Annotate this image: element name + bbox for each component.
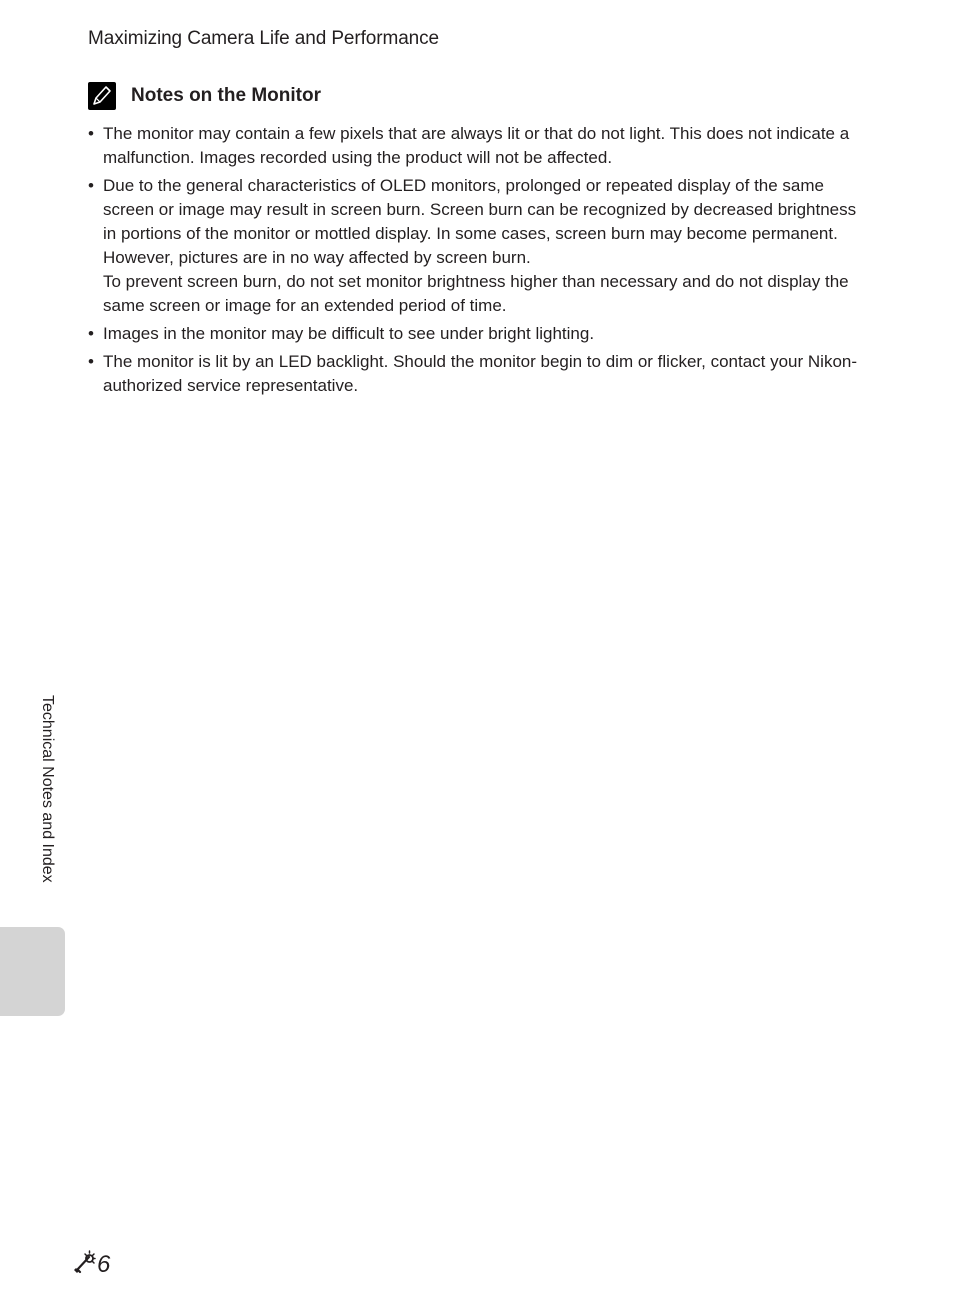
list-item <box>88 174 868 318</box>
notes-list <box>88 122 868 402</box>
list-item-extra-text: To prevent screen burn, do not set monitor brightness higher than necessary and do not display the same screen or image for an extended period of time. <box>103 272 849 315</box>
page-number-text: 6 <box>97 1250 111 1278</box>
page-number <box>74 1250 110 1279</box>
bullet-icon: • <box>88 324 94 343</box>
bullet-icon: • <box>88 176 94 195</box>
bullet-icon: • <box>88 352 94 371</box>
list-item-text: The monitor is lit by an LED backlight. Should the monitor begin to dim or flicker, contact your Nikon-authorized service representative. <box>103 352 858 395</box>
note-heading <box>88 82 321 110</box>
list-item <box>88 350 868 398</box>
list-item-text: Due to the general characteristics of OLED monitors, prolonged or repeated display of the same screen or image may result in screen burn. Screen burn can be recognized by decreased brightness in portions of the monitor or mottled display. In some cases, screen burn may become permanent. However, pictures are in no way affected by screen burn. <box>103 176 857 267</box>
section-tab-label: Technical Notes and Index <box>39 695 56 883</box>
list-item <box>88 122 868 170</box>
bullet-icon: • <box>88 124 94 143</box>
list-item <box>88 322 868 346</box>
list-item-text: Images in the monitor may be difficult to see under bright lighting. <box>103 324 595 343</box>
note-title: Notes on the Monitor <box>131 85 321 106</box>
list-item-text: The monitor may contain a few pixels that are always lit or that do not light. This does not indicate a malfunction. Images recorded using the product will not be affected. <box>103 124 850 167</box>
running-header: Maximizing Camera Life and Performance <box>88 28 440 49</box>
technical-notes-icon <box>74 1250 96 1279</box>
section-tab <box>0 927 65 1016</box>
caution-pencil-icon <box>88 82 116 110</box>
